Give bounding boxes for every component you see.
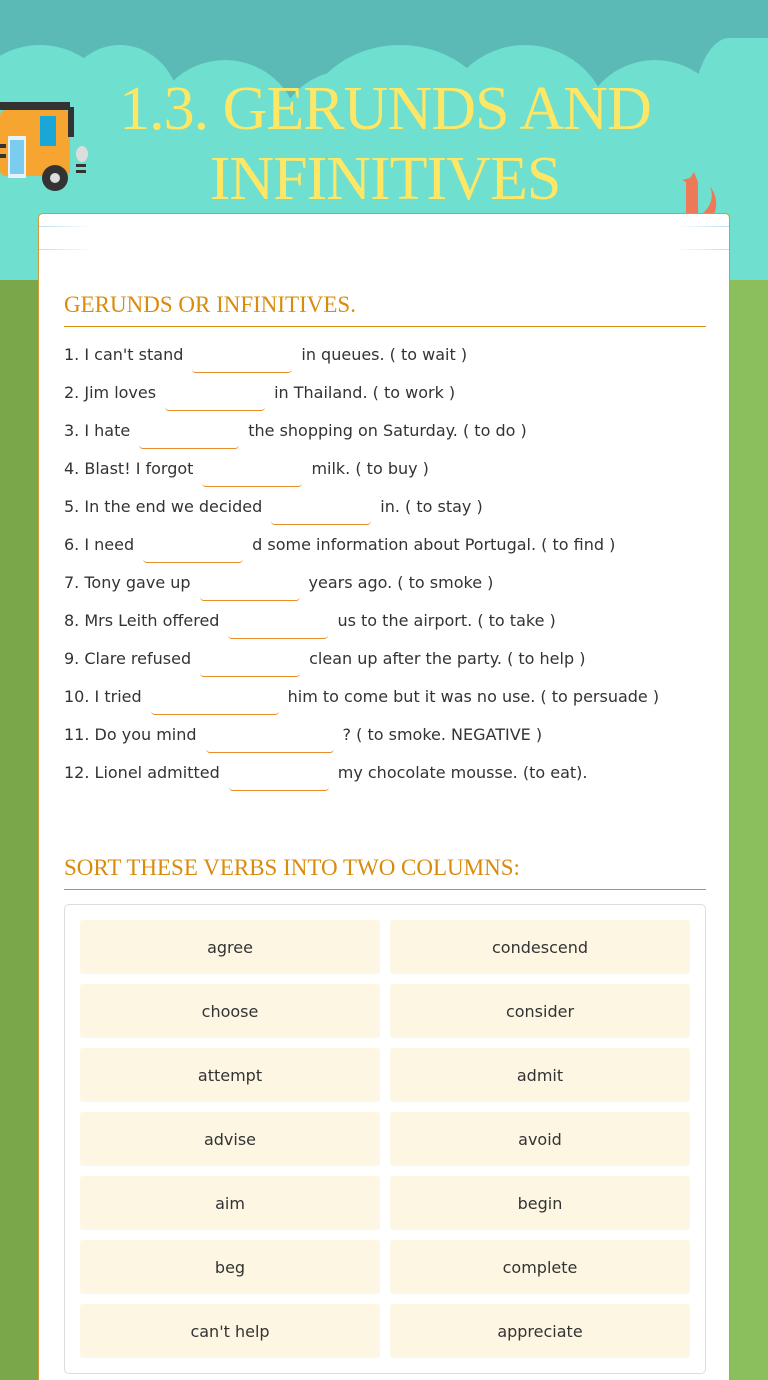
question-row [64, 648, 585, 670]
question-suffix: my chocolate mousse. (to eat). [337, 763, 588, 782]
draggable-word-tile[interactable]: appreciate [390, 1304, 690, 1358]
question-row [64, 382, 455, 404]
question-suffix: in queues. ( to wait ) [301, 345, 468, 364]
question-row [64, 572, 493, 594]
draggable-word-tile[interactable]: can't help [80, 1304, 380, 1358]
question-prefix: 11. Do you mind [64, 725, 197, 744]
question-prefix: 10. I tried [64, 687, 142, 706]
question-prefix: 5. In the end we decided [64, 497, 263, 516]
draggable-word-tile[interactable]: complete [390, 1240, 690, 1294]
draggable-word-tile[interactable]: beg [80, 1240, 380, 1294]
question-suffix: the shopping on Saturday. ( to do ) [248, 421, 527, 440]
question-suffix: in. ( to stay ) [380, 497, 483, 516]
question-row [64, 686, 659, 708]
draggable-word-tile[interactable]: choose [80, 984, 380, 1038]
draggable-word-tile[interactable]: advise [80, 1112, 380, 1166]
answer-input[interactable] [202, 463, 302, 487]
question-suffix: us to the airport. ( to take ) [337, 611, 556, 630]
question-prefix: 12. Lionel admitted [64, 763, 220, 782]
question-suffix: d some information about Portugal. ( to find ) [252, 535, 616, 554]
sort-container [64, 904, 706, 1374]
question-prefix: 3. I hate [64, 421, 131, 440]
word-grid [80, 920, 690, 1358]
question-row [64, 534, 615, 556]
draggable-word-tile[interactable]: aim [80, 1176, 380, 1230]
answer-input[interactable] [228, 615, 328, 639]
question-prefix: 4. Blast! I forgot [64, 459, 194, 478]
question-suffix: in Thailand. ( to work ) [274, 383, 456, 402]
draggable-word-tile[interactable]: attempt [80, 1048, 380, 1102]
draggable-word-tile[interactable]: consider [390, 984, 690, 1038]
page-title: 1.3. GERUNDS AND INFINITIVES [119, 75, 651, 213]
question-suffix: him to come but it was no use. ( to persuade ) [287, 687, 660, 706]
answer-input[interactable] [271, 501, 371, 525]
answer-input[interactable] [206, 729, 334, 753]
draggable-word-tile[interactable]: avoid [390, 1112, 690, 1166]
answer-input[interactable] [151, 691, 279, 715]
question-row [64, 610, 556, 632]
question-prefix: 8. Mrs Leith offered [64, 611, 220, 630]
question-row [64, 458, 429, 480]
answer-input[interactable] [143, 539, 243, 563]
question-prefix: 1. I can't stand [64, 345, 184, 364]
section-heading-sort: SORT THESE VERBS INTO TWO COLUMNS: [64, 855, 706, 890]
question-row [64, 496, 483, 518]
draggable-word-tile[interactable]: agree [80, 920, 380, 974]
answer-input[interactable] [229, 767, 329, 791]
answer-input[interactable] [139, 425, 239, 449]
answer-input[interactable] [200, 577, 300, 601]
question-row [64, 724, 542, 746]
draggable-word-tile[interactable]: begin [390, 1176, 690, 1230]
question-prefix: 6. I need [64, 535, 135, 554]
draggable-word-tile[interactable]: admit [390, 1048, 690, 1102]
question-prefix: 7. Tony gave up [64, 573, 191, 592]
question-suffix: years ago. ( to smoke ) [308, 573, 494, 592]
question-row [64, 762, 587, 784]
question-row [64, 344, 467, 366]
answer-input[interactable] [165, 387, 265, 411]
question-prefix: 9. Clare refused [64, 649, 192, 668]
draggable-word-tile[interactable]: condescend [390, 920, 690, 974]
worksheet-card [38, 213, 730, 1380]
question-suffix: ? ( to smoke. NEGATIVE ) [342, 725, 543, 744]
question-prefix: 2. Jim loves [64, 383, 157, 402]
answer-input[interactable] [192, 349, 292, 373]
question-suffix: clean up after the party. ( to help ) [309, 649, 586, 668]
question-suffix: milk. ( to buy ) [311, 459, 429, 478]
section-heading-gerunds: GERUNDS OR INFINITIVES. [64, 292, 706, 327]
answer-input[interactable] [200, 653, 300, 677]
question-row [64, 420, 527, 442]
